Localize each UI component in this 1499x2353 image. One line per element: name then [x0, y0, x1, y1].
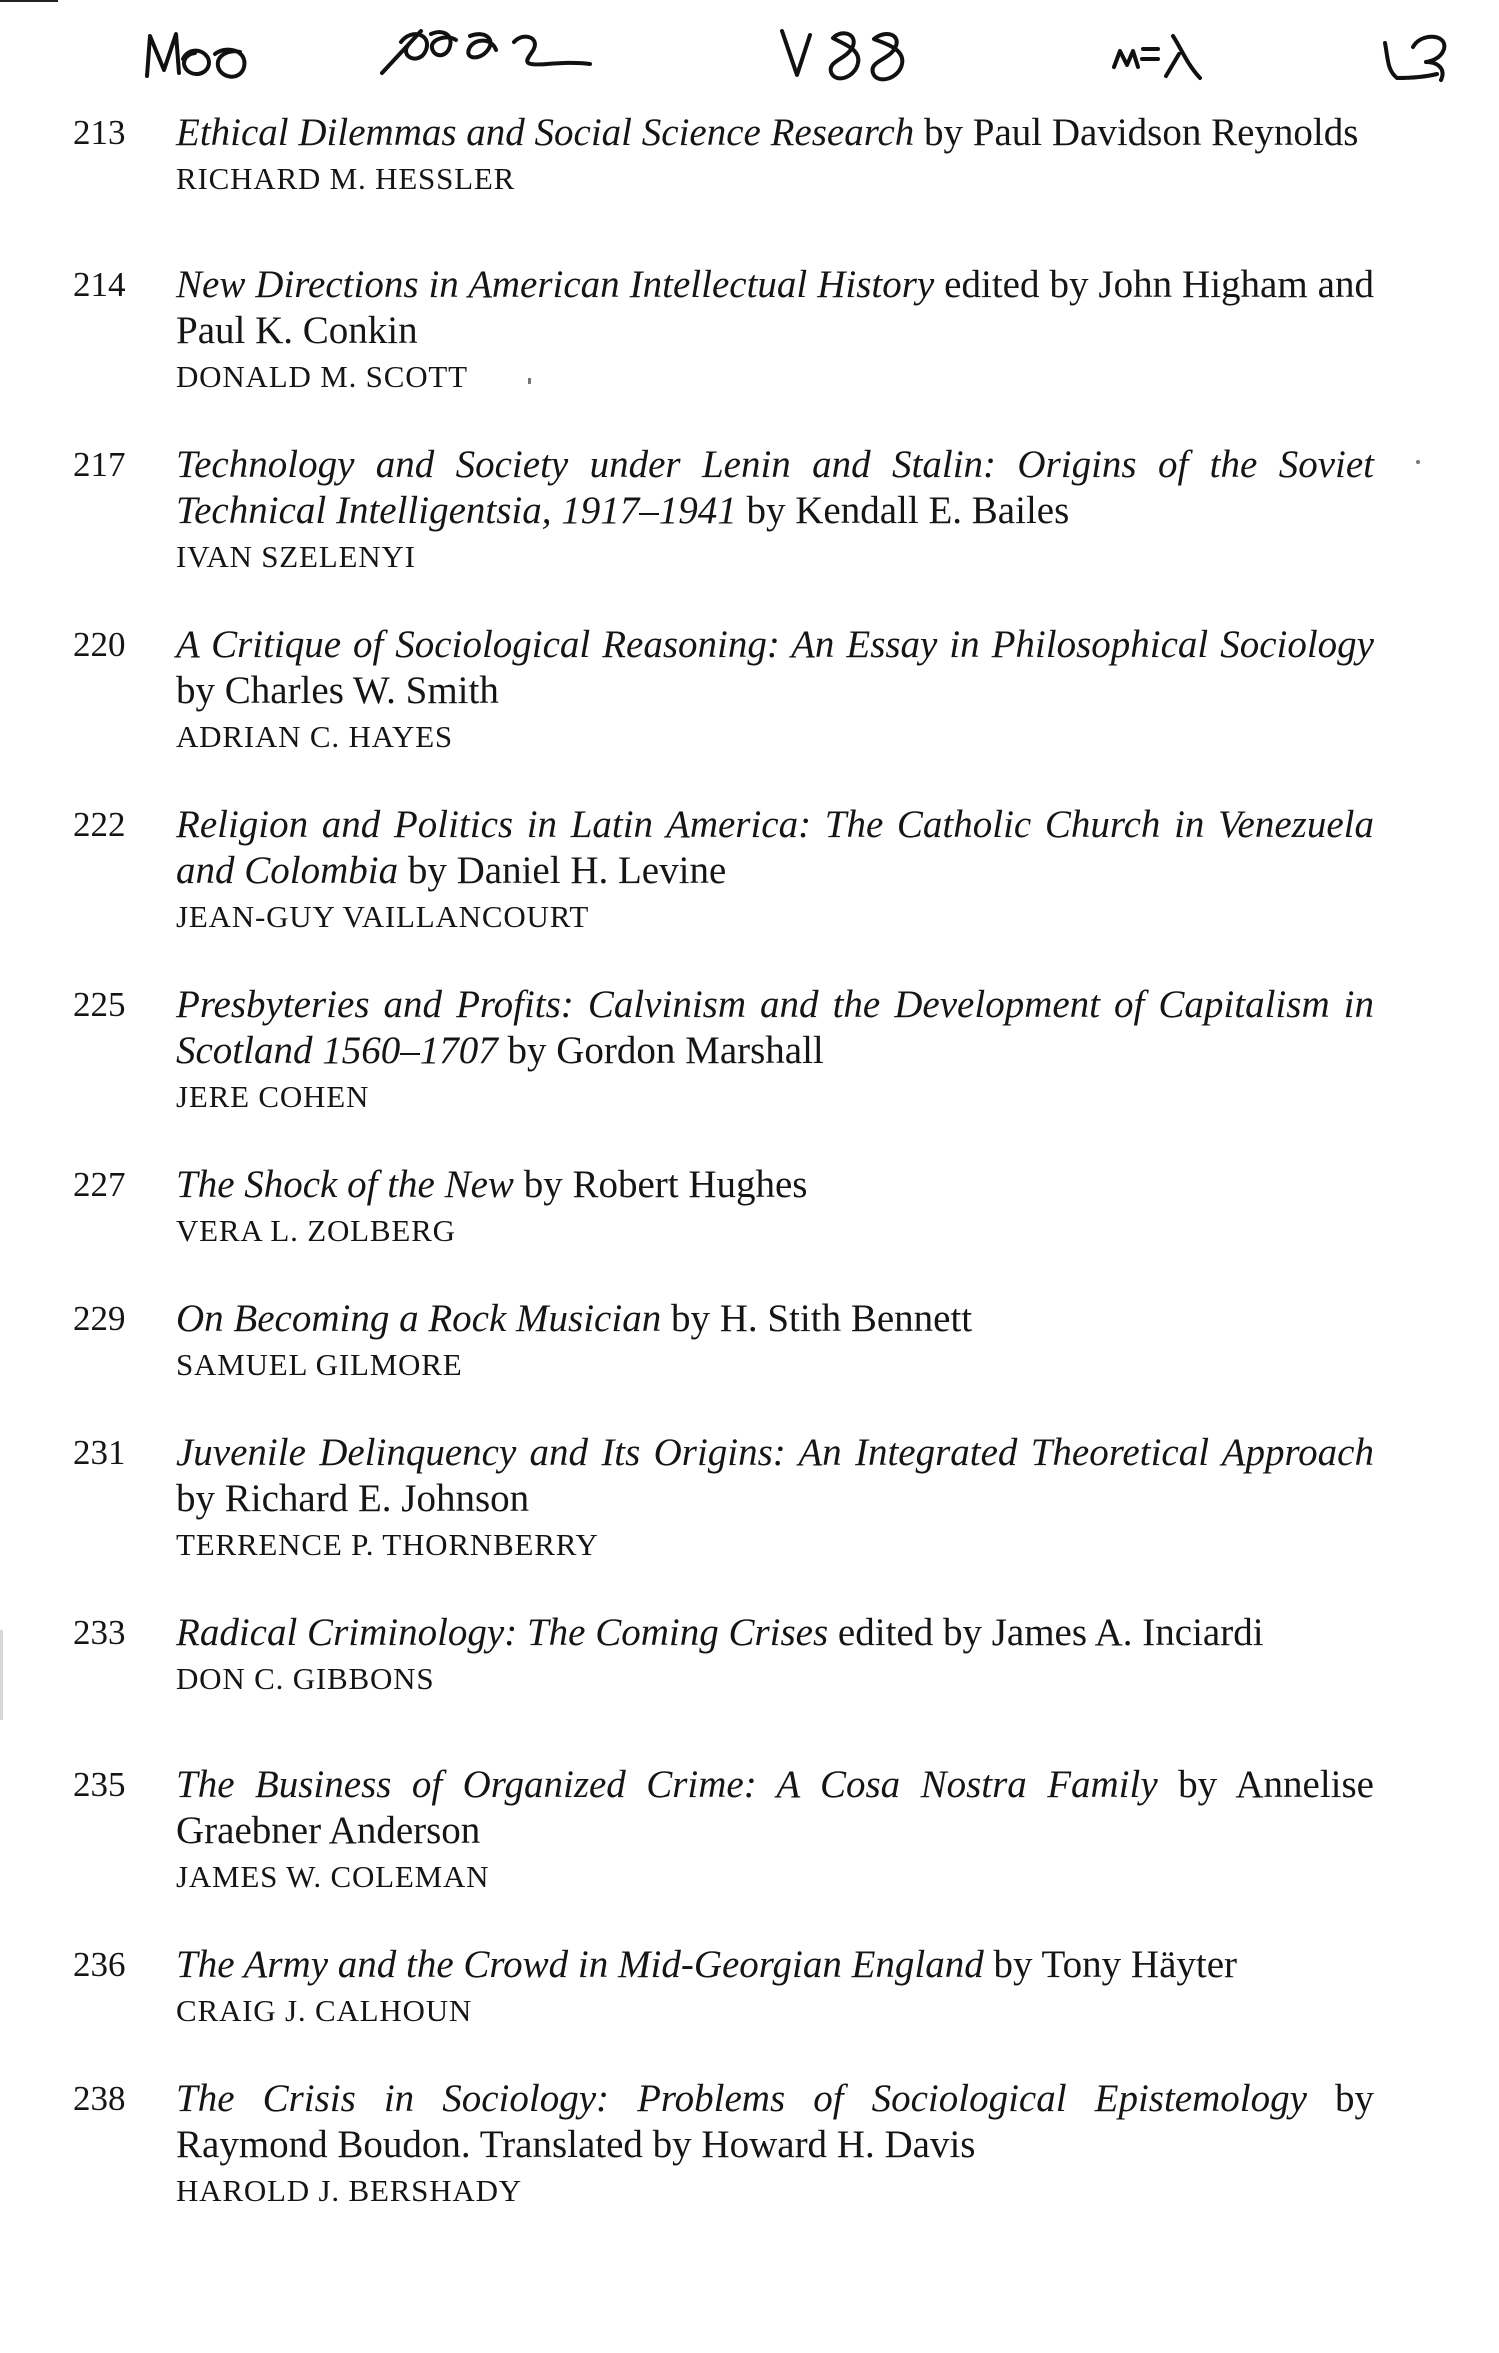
book-title: A Critique of Sociological Reasoning: An Essay in Philosophical Sociology — [176, 623, 1374, 666]
entry-citation — [176, 2076, 1374, 2214]
book-details: by Raymond Boudon. Translated by Howard H. Davis — [176, 2077, 1375, 2166]
handwritten-mark-4-stroke — [1166, 36, 1200, 78]
handwritten-markings — [0, 0, 1499, 110]
book-title: Religion and Politics in Latin America: The Catholic Church in Venezuela and Colombia — [176, 803, 1374, 892]
review-entry — [0, 802, 1499, 940]
entry-citation — [176, 1942, 1374, 2034]
entry-page-number: 213 — [73, 113, 126, 152]
reviewer-name: JEAN-GUY VAILLANCOURT — [176, 899, 590, 934]
review-entry — [0, 1162, 1499, 1254]
review-entry — [0, 1942, 1499, 2034]
entry-page-number: 225 — [73, 985, 126, 1024]
entry-citation — [176, 442, 1374, 580]
entry-page-number: 227 — [73, 1165, 126, 1204]
reviewer-name: SAMUEL GILMORE — [176, 1347, 463, 1382]
book-details: edited by James A. Inciardi — [828, 1611, 1264, 1654]
handwritten-mark-3-stroke — [782, 31, 810, 75]
entry-page-number: 222 — [73, 805, 126, 844]
reviewer-name: JERE COHEN — [176, 1079, 370, 1114]
handwritten-mark-2-stroke — [514, 37, 590, 65]
reviewer-name: CRAIG J. CALHOUN — [176, 1993, 473, 2028]
reviewer-name: JAMES W. COLEMAN — [176, 1859, 490, 1894]
handwritten-mark-4-stroke — [1114, 51, 1138, 67]
entry-page-number: 238 — [73, 2079, 126, 2118]
book-details: by Paul Davidson Reynolds — [914, 111, 1359, 154]
handwritten-mark-5-stroke — [1413, 37, 1444, 80]
entry-citation — [176, 1610, 1374, 1702]
handwritten-mark-3-stroke — [831, 33, 859, 78]
review-entry — [0, 110, 1499, 220]
handwritten-mark-2-stroke — [382, 31, 421, 73]
handwritten-mark-3-stroke — [872, 34, 902, 79]
handwritten-catalog-annotation — [0, 0, 1499, 110]
review-entry — [0, 2076, 1499, 2214]
handwritten-mark-2-stroke — [468, 34, 496, 57]
review-entry — [0, 1762, 1499, 1900]
reviewer-name: HAROLD J. BERSHADY — [176, 2173, 522, 2208]
entry-page-number: 236 — [73, 1945, 126, 1984]
entry-citation — [176, 1296, 1374, 1388]
entry-citation — [176, 802, 1374, 940]
book-details: by Richard E. Johnson — [176, 1477, 530, 1520]
book-details: by H. Stith Bennett — [661, 1297, 973, 1340]
review-entry — [0, 622, 1499, 760]
book-details: by Robert Hughes — [513, 1163, 808, 1206]
reviewer-name: VERA L. ZOLBERG — [176, 1213, 456, 1248]
entry-citation — [176, 262, 1374, 400]
entry-page-number: 233 — [73, 1613, 126, 1652]
book-details: edited by John Higham and Paul K. Conkin — [176, 263, 1374, 352]
book-details: by Daniel H. Levine — [398, 849, 727, 892]
left-edge-scan-smudge — [0, 1630, 3, 1720]
entry-citation — [176, 1162, 1374, 1254]
entry-page-number: 220 — [73, 625, 126, 664]
book-title: The Army and the Crowd in Mid-Georgian England — [176, 1943, 984, 1986]
review-index-list — [0, 110, 1499, 2256]
entry-citation — [176, 1430, 1374, 1568]
book-title: Presbyteries and Profits: Calvinism and the Development of Capitalism in Scotland 1560–1707 — [176, 983, 1374, 1072]
entry-page-number: 231 — [73, 1433, 126, 1472]
book-title: The Crisis in Sociology: Problems of Sociological Epistemology — [176, 2077, 1307, 2120]
handwritten-mark-2-stroke — [431, 32, 456, 55]
book-title: Ethical Dilemmas and Social Science Research — [176, 111, 915, 154]
book-title: The Shock of the New — [176, 1163, 514, 1206]
book-title: Juvenile Delinquency and Its Origins: An Integrated Theoretical Approach — [176, 1431, 1374, 1474]
review-entry — [0, 982, 1499, 1120]
entry-citation — [176, 110, 1374, 202]
handwritten-mark-1-stroke — [183, 51, 209, 74]
book-details: by Tony Häyter — [983, 1943, 1238, 1986]
review-entry — [0, 1430, 1499, 1568]
reviewer-name: DONALD M. SCOTT — [176, 359, 468, 394]
reviewer-name: TERRENCE P. THORNBERRY — [176, 1527, 599, 1562]
entry-page-number: 235 — [73, 1765, 126, 1804]
margin-ink-dot — [1416, 460, 1420, 464]
reviewer-name: ADRIAN C. HAYES — [176, 719, 453, 754]
entry-page-number: 214 — [73, 265, 126, 304]
tiny-ink-mark — [528, 378, 531, 384]
reviewer-name: RICHARD M. HESSLER — [176, 161, 516, 196]
book-title: Technology and Society under Lenin and Stalin: Origins of the Soviet Technical Intelligentsia, 1917–1941 — [176, 443, 1374, 532]
handwritten-mark-1-stroke — [147, 34, 179, 76]
book-title: The Business of Organized Crime: A Cosa Nostra Family — [176, 1763, 1158, 1806]
book-details: by Charles W. Smith — [176, 669, 499, 712]
book-title: On Becoming a Rock Musician — [176, 1297, 662, 1340]
review-entry — [0, 262, 1499, 400]
review-entry — [0, 1610, 1499, 1720]
entry-page-number: 229 — [73, 1299, 126, 1338]
book-details: by Annelise Graebner Anderson — [176, 1763, 1374, 1852]
review-entry — [0, 1296, 1499, 1388]
book-title: Radical Criminology: The Coming Crises — [176, 1611, 829, 1654]
book-details: by Gordon Marshall — [497, 1029, 824, 1072]
book-details: by Kendall E. Bailes — [736, 489, 1070, 532]
entry-citation — [176, 622, 1374, 760]
reviewer-name: IVAN SZELENYI — [176, 539, 416, 574]
handwritten-mark-1-stroke — [215, 50, 244, 77]
entry-citation — [176, 1762, 1374, 1900]
handwritten-mark-4-stroke — [1142, 49, 1158, 59]
entry-page-number: 217 — [73, 445, 126, 484]
entry-citation — [176, 982, 1374, 1120]
reviewer-name: DON C. GIBBONS — [176, 1661, 435, 1696]
book-title: New Directions in American Intellectual History — [176, 263, 935, 306]
review-entry — [0, 442, 1499, 580]
